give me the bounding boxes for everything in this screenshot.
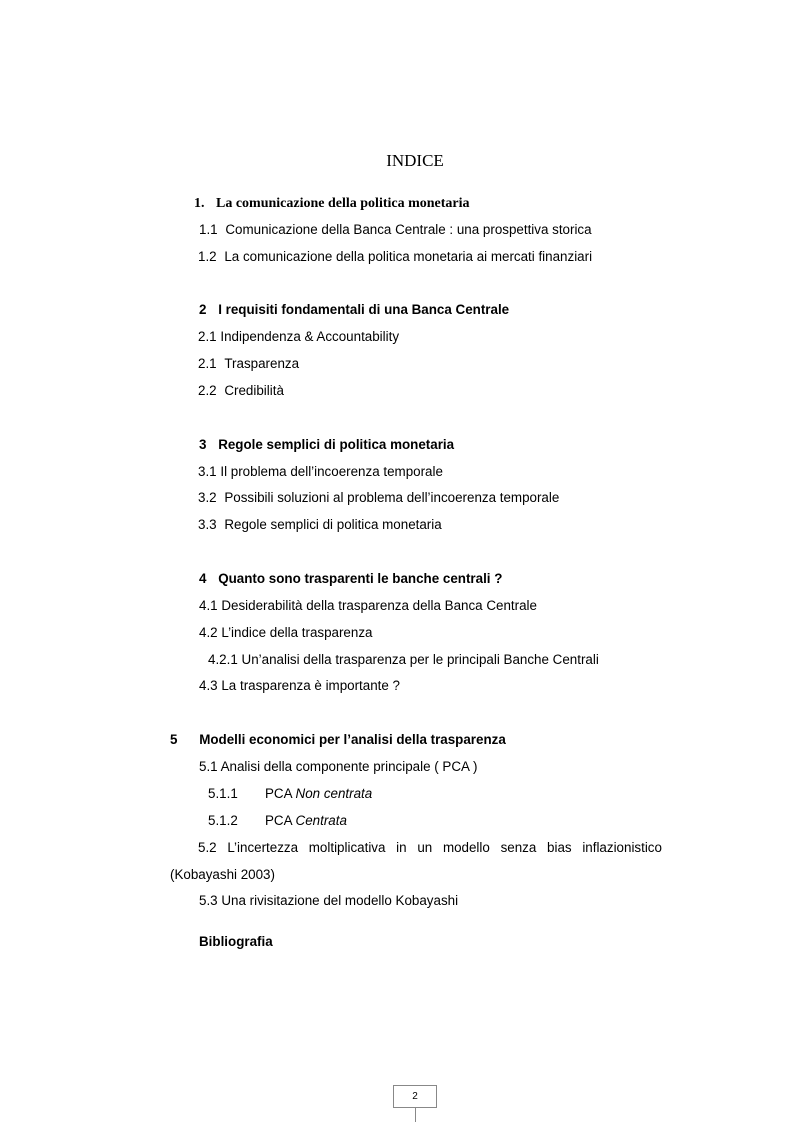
- item-number: 2.1: [198, 356, 217, 371]
- toc-item-5-2[interactable]: [198, 840, 662, 855]
- item-title: La trasparenza è importante ?: [221, 678, 401, 693]
- item-title-plain: PCA: [265, 813, 292, 828]
- item-title: Possibili soluzioni al problema dell’incoerenza temporale: [224, 490, 560, 505]
- item-title: La comunicazione della politica monetaria ai mercati finanziari: [224, 249, 593, 264]
- item-title-italic: Centrata: [295, 813, 347, 828]
- toc-item-5-2-continued: (Kobayashi 2003): [170, 867, 275, 882]
- item-title: Credibilità: [224, 383, 284, 398]
- section-5-heading[interactable]: [170, 731, 506, 749]
- toc-item-2-2[interactable]: [198, 382, 284, 400]
- item-title: [265, 812, 347, 830]
- item-number: 1.1: [199, 222, 218, 237]
- item-title: [265, 785, 372, 803]
- item-title-word: un: [417, 840, 433, 855]
- page-number: 2: [412, 1091, 418, 1102]
- item-number: 3.3: [198, 517, 217, 532]
- item-number: 4.2.1: [208, 652, 238, 667]
- section-number: 4: [199, 571, 207, 586]
- item-title: Analisi della componente principale ( PCA ): [220, 759, 478, 774]
- item-title-italic: Non centrata: [295, 786, 373, 801]
- toc-item-1-1[interactable]: [199, 221, 592, 239]
- item-number: 5.1.2: [208, 813, 238, 828]
- item-title: Trasparenza: [224, 356, 300, 371]
- item-title-word: in: [396, 840, 407, 855]
- item-number: 4.1: [199, 598, 218, 613]
- toc-item-5-1-1[interactable]: [208, 785, 373, 803]
- item-title: Regole semplici di politica monetaria: [224, 517, 442, 532]
- item-number: 3.1: [198, 464, 217, 479]
- item-title-word: bias: [547, 840, 572, 855]
- section-title: Modelli economici per l’analisi della trasparenza: [199, 732, 506, 747]
- section-number: 3: [199, 437, 207, 452]
- item-number: 3.2: [198, 490, 217, 505]
- toc-item-4-2[interactable]: [199, 624, 372, 642]
- item-number: 2.2: [198, 383, 217, 398]
- section-title: Regole semplici di politica monetaria: [218, 437, 455, 452]
- item-number: 5.1: [199, 759, 218, 774]
- item-title-word: modello: [442, 840, 490, 855]
- item-title-word: L’incertezza: [227, 840, 299, 855]
- item-title-plain: PCA: [265, 786, 292, 801]
- item-title: Indipendenza & Accountability: [220, 329, 400, 344]
- item-title: Comunicazione della Banca Centrale : una prospettiva storica: [225, 222, 592, 237]
- item-number: 1.2: [198, 249, 217, 264]
- item-number: 5.3: [199, 893, 218, 908]
- section-title: I requisiti fondamentali di una Banca Centrale: [218, 302, 510, 317]
- item-title: L’indice della trasparenza: [221, 625, 373, 640]
- section-number: 1.: [194, 196, 205, 211]
- page-title: INDICE: [386, 151, 444, 170]
- toc-item-1-2[interactable]: [198, 248, 592, 266]
- section-2-heading[interactable]: [199, 301, 509, 319]
- toc-item-5-3[interactable]: [199, 892, 458, 910]
- item-number: 2.1: [198, 329, 217, 344]
- page-number-tick: [415, 1108, 416, 1122]
- toc-item-5-1[interactable]: [199, 758, 477, 776]
- item-number: 5.1.1: [208, 786, 238, 801]
- section-4-heading[interactable]: [199, 570, 502, 588]
- page-number-box: [393, 1085, 437, 1108]
- item-number: 4.3: [199, 678, 218, 693]
- item-title-word: senza: [500, 840, 537, 855]
- bibliography-heading[interactable]: Bibliografia: [199, 934, 273, 949]
- toc-item-5-1-2[interactable]: [208, 812, 347, 830]
- toc-item-4-2-1[interactable]: [208, 651, 599, 669]
- toc-item-2-1b[interactable]: [198, 355, 299, 373]
- toc-item-3-1[interactable]: [198, 463, 443, 481]
- section-1-heading[interactable]: [194, 196, 470, 212]
- item-title: Il problema dell’incoerenza temporale: [220, 464, 443, 479]
- toc-item-2-1[interactable]: [198, 328, 399, 346]
- item-number: 5.2: [198, 840, 217, 855]
- section-number: 2: [199, 302, 207, 317]
- toc-item-4-1[interactable]: [199, 597, 537, 615]
- item-title: Desiderabilità della trasparenza della Banca Centrale: [221, 598, 537, 613]
- item-title-word: inflazionistico: [582, 840, 662, 855]
- item-number: 4.2: [199, 625, 218, 640]
- section-number: 5: [170, 732, 178, 747]
- section-3-heading[interactable]: [199, 436, 454, 454]
- item-title: Un’analisi della trasparenza per le principali Banche Centrali: [241, 652, 599, 667]
- toc-item-4-3[interactable]: [199, 677, 400, 695]
- item-title-word: moltiplicativa: [308, 840, 386, 855]
- section-title: Quanto sono trasparenti le banche centrali ?: [218, 571, 503, 586]
- section-title: La comunicazione della politica monetaria: [216, 196, 470, 211]
- item-title: Una rivisitazione del modello Kobayashi: [221, 893, 459, 908]
- toc-item-3-3[interactable]: [198, 516, 442, 534]
- toc-item-3-2[interactable]: [198, 489, 559, 507]
